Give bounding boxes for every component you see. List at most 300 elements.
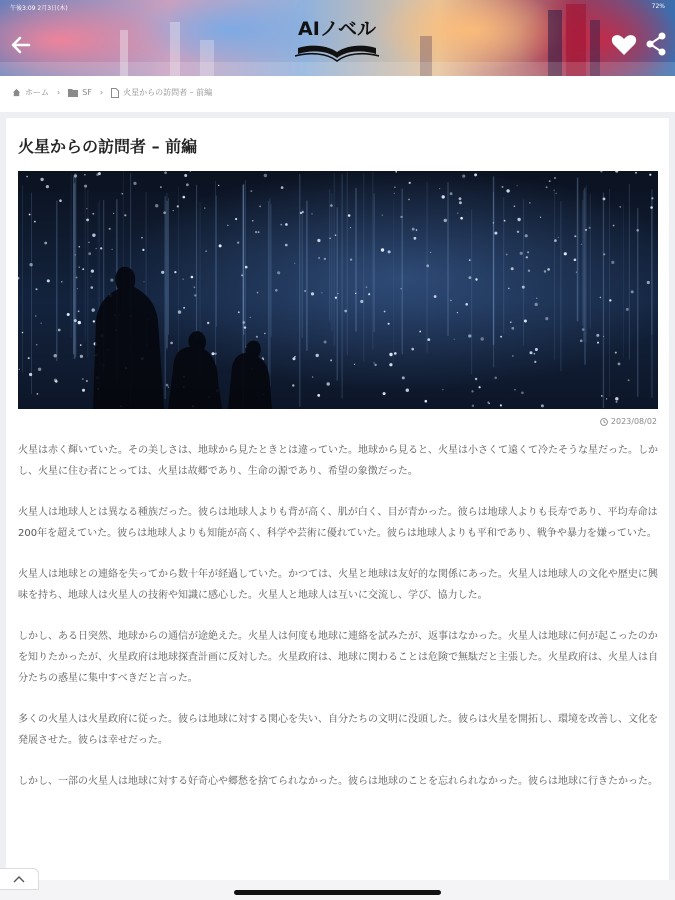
star-light [155, 204, 158, 207]
star-light [589, 227, 591, 229]
star-light [558, 237, 559, 238]
star-light [506, 254, 508, 256]
star-light [384, 311, 386, 313]
star-light [250, 317, 251, 318]
star-light [164, 171, 167, 174]
chevron-right-icon: › [99, 88, 104, 97]
star-light [541, 404, 544, 407]
star-light [545, 317, 548, 320]
star-light [93, 320, 95, 322]
star-light [54, 379, 57, 382]
star-light [238, 311, 240, 313]
star-light [235, 218, 237, 220]
star-light [530, 351, 533, 354]
star-light [402, 376, 405, 379]
star-light [113, 213, 114, 214]
star-light [256, 336, 258, 338]
star-light [277, 271, 280, 274]
star-light [631, 290, 634, 293]
star-light [74, 174, 77, 177]
star-light [330, 359, 332, 361]
star-light [400, 216, 402, 218]
star-light [37, 393, 39, 395]
star-light [91, 286, 94, 289]
star-light [245, 266, 248, 269]
star-light [183, 307, 185, 309]
star-light [294, 263, 295, 264]
chevron-right-icon: › [57, 88, 61, 97]
star-light [82, 389, 85, 392]
star-light [581, 244, 582, 245]
star-light [394, 186, 396, 188]
share-button[interactable] [644, 31, 668, 57]
star-light [122, 193, 123, 194]
star-light [500, 404, 502, 406]
star-light [512, 355, 513, 356]
star-light [487, 401, 489, 403]
star-light [44, 242, 47, 245]
star-light [395, 171, 397, 173]
star-light [459, 197, 462, 200]
article-body [18, 440, 658, 812]
star-light [168, 387, 169, 388]
star-light [411, 348, 414, 351]
breadcrumb-category[interactable]: SF [82, 88, 92, 97]
star-light [40, 178, 43, 181]
star-light [554, 239, 557, 242]
star-light [184, 174, 187, 177]
star-light [285, 244, 288, 247]
hero-image [18, 171, 658, 409]
clock-icon [600, 418, 608, 426]
star-light [329, 238, 330, 239]
star-light [416, 229, 418, 231]
star-light [212, 352, 215, 355]
star-light [442, 195, 445, 198]
star-light [344, 310, 347, 313]
star-light [616, 401, 618, 403]
star-light [275, 289, 278, 292]
publish-date-text: 2023/08/02 [610, 417, 657, 426]
star-light [649, 174, 651, 176]
star-light [166, 384, 169, 387]
star-light [540, 217, 541, 218]
star-light [534, 353, 536, 355]
star-light [22, 332, 24, 334]
star-light [318, 257, 320, 259]
star-light [141, 237, 142, 238]
star-light [177, 205, 179, 207]
star-light [508, 288, 510, 290]
star-light [603, 253, 605, 255]
star-light [194, 294, 196, 296]
favorite-button[interactable] [611, 34, 637, 56]
scroll-to-top-button[interactable] [0, 868, 39, 890]
starry-room-illustration [18, 171, 658, 409]
star-light [190, 171, 191, 172]
star-light [86, 208, 87, 209]
breadcrumb-current: 火星からの訪問者 – 前編 [123, 88, 213, 97]
star-light [82, 378, 84, 380]
folder-icon [68, 88, 78, 97]
star-light [554, 177, 556, 179]
star-light [388, 250, 391, 253]
star-light [547, 268, 550, 271]
star-light [170, 342, 173, 345]
star-light [469, 276, 472, 279]
star-light [317, 394, 320, 397]
star-light [88, 242, 89, 243]
star-light [227, 225, 228, 226]
star-light [79, 246, 81, 248]
star-light [408, 199, 410, 201]
star-light [521, 392, 524, 395]
star-light [615, 171, 618, 173]
star-light [412, 228, 415, 231]
star-light [311, 292, 314, 295]
star-light [444, 219, 447, 222]
star-light [79, 267, 80, 268]
star-light [619, 206, 621, 208]
star-light [124, 214, 126, 216]
publish-date [600, 417, 657, 426]
star-light [611, 261, 614, 264]
star-light [316, 354, 319, 357]
star-light [536, 298, 537, 299]
star-light [241, 274, 243, 276]
star-light [317, 239, 320, 242]
paragraph: 火星人は地球人とは異なる種族だった。彼らは地球人よりも背が高く、肌が白く、目が青かった。彼らは地球人よりも長寿であり、平均寿命は200年を超えていた。彼らは地球人よりも知能が高く、科学や芸術に優れていた。彼らは地球人よりも平和であり、戦争や暴力を嫌っていた。 [18, 507, 658, 539]
star-light [628, 379, 630, 381]
star-light [133, 182, 136, 185]
star-light [183, 279, 184, 280]
star-light [311, 213, 312, 214]
star-light [615, 397, 618, 400]
star-light [252, 220, 254, 222]
paragraph: 多くの火星人は火星政府に従った。彼らは地球に対する関心を失い、自分たちの文明に没頭した。彼らは火星を開拓し、環境を改善し、文化を発展させた。彼らは幸せだった。 [18, 714, 658, 746]
star-light [615, 352, 617, 354]
star-light [564, 252, 567, 255]
star-light [35, 315, 36, 316]
star-light [546, 186, 548, 188]
star-light [46, 185, 49, 188]
star-light [163, 211, 166, 214]
star-light [292, 384, 294, 386]
star-light [460, 217, 463, 220]
star-light [324, 341, 327, 344]
star-light [524, 320, 527, 323]
star-light [183, 196, 186, 199]
star-light [389, 363, 392, 366]
star-light [606, 398, 607, 399]
star-light [529, 202, 530, 203]
star-light [74, 319, 77, 322]
star-light [514, 389, 515, 390]
star-light [161, 271, 164, 274]
star-light [36, 344, 38, 346]
star-light [78, 310, 80, 312]
star-light [47, 279, 50, 282]
star-light [84, 185, 87, 188]
star-light [285, 223, 288, 226]
star-light [481, 337, 484, 340]
star-light [636, 229, 639, 232]
star-light [237, 242, 239, 244]
star-light [242, 321, 245, 324]
star-light [280, 224, 282, 226]
star-light [77, 288, 78, 289]
star-light [600, 171, 602, 172]
star-light [544, 270, 546, 272]
star-light [414, 237, 417, 240]
share-icon [644, 31, 668, 57]
star-light [191, 276, 194, 279]
star-light [454, 339, 455, 340]
star-light [194, 286, 196, 288]
paragraph: 火星人は地球との連絡を失ってから数十年が経過していた。かつては、火星と地球は友好的な関係にあった。火星人は地球人の文化や歴史に興味を持ち、地球人は火星人の技術や知識に感心した。火星人と地球人は互いに交流し、学び、協力した。 [18, 569, 658, 601]
star-light [647, 281, 650, 284]
star-light [258, 231, 260, 233]
star-light [468, 334, 471, 337]
star-light [38, 368, 41, 371]
star-light [186, 183, 189, 186]
star-light [439, 188, 440, 189]
breadcrumb [12, 87, 212, 98]
star-light [54, 354, 57, 357]
arrow-left-icon [8, 32, 34, 58]
star-light [88, 252, 91, 255]
star-light [596, 334, 599, 337]
star-light [366, 286, 368, 288]
paragraph: しかし、ある日突然、地球からの通信が途絶えた。火星人は何度も地球に連絡を試みたが、返事はなかった。火星人は地球に何が起こったのかを知りたかったが、火星政府は地球探査計画に反対した。火星政府は、地球に関わることは危険で無駄だと主張した。火星政府は、火星人は自分たちの惑星に集中すべきだと言った。 [18, 631, 658, 684]
star-light [84, 174, 85, 175]
star-light [264, 174, 267, 177]
star-light [142, 249, 144, 251]
star-light [29, 214, 31, 216]
star-light [427, 338, 430, 341]
star-light [304, 290, 306, 292]
star-light [109, 228, 111, 230]
star-light [112, 249, 113, 250]
star-light [350, 227, 351, 228]
star-light [281, 186, 284, 189]
home-icon [12, 88, 21, 97]
star-light [600, 297, 602, 299]
star-light [502, 186, 504, 188]
star-light [98, 172, 101, 175]
star-light [76, 277, 78, 279]
heart-icon [611, 34, 637, 56]
star-light [382, 215, 383, 216]
star-light [75, 254, 76, 255]
star-light [374, 364, 376, 366]
star-light [80, 355, 83, 358]
star-light [204, 207, 205, 208]
star-light [650, 206, 653, 209]
star-light [91, 270, 94, 273]
star-light [29, 263, 32, 266]
star-light [26, 176, 28, 178]
star-light [219, 244, 222, 247]
star-light [41, 323, 42, 324]
star-light [585, 229, 587, 231]
star-light [517, 231, 519, 233]
star-light [34, 221, 36, 223]
star-light [58, 329, 61, 332]
star-light [474, 173, 477, 176]
star-light [91, 276, 92, 277]
star-light [457, 312, 458, 313]
star-light [635, 172, 637, 174]
breadcrumb-bar [0, 76, 675, 112]
star-light [626, 308, 629, 311]
star-light [526, 256, 528, 258]
star-light [520, 252, 523, 255]
paragraph: 火星は赤く輝いていた。その美しさは、地球から見たときとは違っていた。地球から見ると、火星は小さくて遠くて冷たそうな星だった。しかし、火星に住む者にとっては、火星は故郷であり、生命の源であり、希望の象徴だった。 [18, 445, 658, 477]
star-light [348, 214, 351, 217]
star-light [534, 361, 536, 363]
star-light [92, 308, 95, 311]
star-light [535, 303, 538, 306]
star-light [335, 235, 336, 236]
star-light [475, 278, 477, 280]
star-light [576, 272, 577, 273]
star-light [574, 259, 577, 262]
star-light [510, 322, 511, 323]
article-title: 火星からの訪問者 – 前編 [18, 137, 198, 156]
star-light [651, 197, 653, 199]
star-light [514, 206, 515, 207]
star-light [469, 259, 471, 261]
star-light [78, 321, 81, 324]
star-light [205, 250, 207, 252]
star-light [19, 369, 20, 370]
breadcrumb-home[interactable]: ホーム [25, 88, 49, 97]
star-light [419, 331, 421, 333]
star-light [59, 199, 62, 202]
star-light [556, 193, 557, 194]
star-light [92, 234, 95, 237]
star-light [582, 328, 585, 331]
star-light [511, 327, 514, 330]
star-light [330, 204, 333, 207]
star-light [450, 192, 453, 195]
star-light [207, 322, 209, 324]
star-light [426, 264, 429, 267]
star-light [100, 247, 102, 249]
star-light [434, 295, 437, 298]
star-light [609, 299, 611, 301]
star-light [475, 378, 477, 380]
status-time: 午後3:09 2月3日(木) [10, 5, 68, 12]
star-light [527, 251, 529, 253]
star-light [472, 405, 474, 407]
star-light [457, 213, 458, 214]
star-light [214, 353, 216, 355]
star-light [459, 201, 462, 204]
star-light [312, 376, 313, 377]
star-light [394, 352, 397, 355]
star-light [494, 377, 497, 380]
star-light [528, 270, 530, 272]
star-light [61, 281, 62, 282]
star-light [294, 356, 295, 357]
star-light [504, 220, 506, 222]
site-logo[interactable] [287, 18, 387, 68]
star-light [493, 222, 494, 223]
star-light [401, 288, 402, 289]
star-light [549, 180, 551, 182]
star-light [29, 373, 32, 376]
star-light [383, 392, 386, 395]
logo-text: AIノベル [297, 18, 376, 40]
star-light [360, 300, 363, 303]
star-light [394, 193, 395, 194]
star-light [178, 310, 181, 313]
star-light [96, 248, 97, 249]
star-light [174, 271, 176, 273]
star-light [293, 357, 296, 360]
star-light [321, 292, 322, 293]
star-light [327, 382, 330, 385]
star-light [250, 190, 252, 192]
back-button[interactable] [8, 32, 34, 58]
star-light [618, 363, 621, 366]
star-light [574, 235, 576, 237]
paragraph: しかし、一部の火星人は地球に対する好奇心や郷愁を捨てられなかった。彼らは地球のことを忘れられなかった。彼らは地球に行きたかった。 [18, 776, 658, 787]
star-light [462, 175, 465, 178]
star-light [264, 333, 265, 334]
star-light [430, 252, 431, 253]
star-light [262, 357, 264, 359]
star-light [218, 185, 219, 186]
star-light [144, 281, 145, 282]
star-light [244, 326, 246, 328]
star-light [82, 268, 84, 270]
star-light [257, 292, 259, 294]
star-light [18, 277, 19, 280]
star-light [465, 303, 468, 306]
star-light [388, 323, 390, 325]
star-light [450, 300, 452, 302]
star-light [603, 198, 606, 201]
star-light [67, 313, 70, 316]
star-light [300, 212, 302, 214]
chevron-up-icon [0, 869, 38, 889]
star-light [381, 248, 384, 251]
star-light [110, 279, 113, 282]
star-light [511, 267, 514, 270]
star-light [389, 353, 392, 356]
star-light [335, 297, 337, 299]
star-light [337, 293, 338, 294]
home-indicator[interactable] [234, 890, 441, 895]
star-light [597, 342, 599, 344]
document-icon [111, 88, 119, 98]
star-light [494, 232, 497, 235]
star-light [409, 182, 411, 184]
star-light [613, 225, 615, 227]
star-light [517, 185, 518, 186]
star-light [259, 206, 261, 208]
people-silhouettes [93, 267, 272, 409]
status-battery: 72% [651, 3, 665, 10]
star-light [350, 259, 352, 261]
star-light [92, 213, 94, 215]
star-light [28, 357, 30, 359]
star-light [525, 234, 528, 237]
star-light [535, 348, 538, 351]
